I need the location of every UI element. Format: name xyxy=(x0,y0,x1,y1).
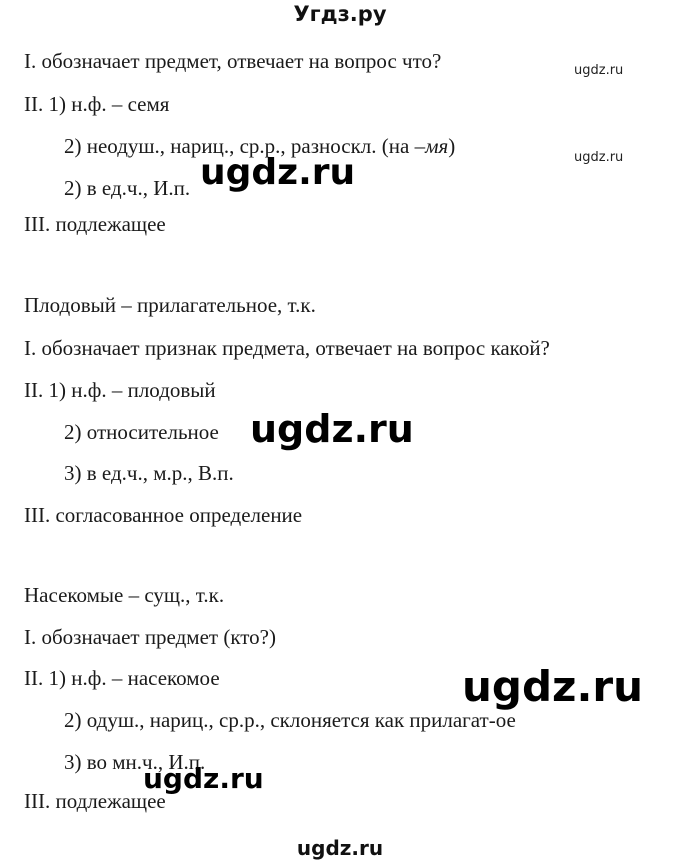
block1-line3-italic: –мя xyxy=(414,134,449,158)
page-footer-watermark: ugdz.ru xyxy=(296,836,384,860)
block2-line4: 2) относительное xyxy=(64,420,219,444)
watermark-small-1: ugdz.ru xyxy=(574,63,624,78)
block1-line4: 2) в ед.ч., И.п. xyxy=(64,176,191,200)
block1-line2: II. 1) н.ф. – семя xyxy=(24,92,170,116)
block2-line6: III. согласованное определение xyxy=(24,503,303,527)
block2-line5: 3) в ед.ч., м.р., В.п. xyxy=(64,461,234,485)
watermark-medium-1: ugdz.ru xyxy=(143,762,264,795)
watermark-large-1: ugdz.ru xyxy=(200,152,356,193)
watermark-small-2: ugdz.ru xyxy=(574,150,624,165)
block3-line6: III. подлежащее xyxy=(24,789,166,813)
block2-line2: I. обозначает признак предмета, отвечает на вопрос какой? xyxy=(24,336,550,360)
watermark-large-3: ugdz.ru xyxy=(462,662,644,711)
block1-line3-suffix: ) xyxy=(448,134,456,158)
block3-line5: 3) во мн.ч., И.п. xyxy=(64,750,206,774)
block3-line3: II. 1) н.ф. – насекомое xyxy=(24,666,220,690)
block1-line5: III. подлежащее xyxy=(24,212,166,236)
block2-line1: Плодовый – прилагательное, т.к. xyxy=(24,293,316,317)
page-header-title: Угдз.ру xyxy=(293,2,387,26)
block3-line4: 2) одуш., нариц., ср.р., склоняется как прилагат-ое xyxy=(64,708,516,732)
watermark-large-2: ugdz.ru xyxy=(250,407,414,451)
block1-line1: I. обозначает предмет, отвечает на вопрос что? xyxy=(24,49,442,73)
block3-line1: Насекомые – сущ., т.к. xyxy=(24,583,225,607)
block3-line2: I. обозначает предмет (кто?) xyxy=(24,625,276,649)
block2-line3: II. 1) н.ф. – плодовый xyxy=(24,378,216,402)
block1-line3-prefix: 2) неодуш., нариц., ср.р., разноскл. (на xyxy=(64,134,415,158)
